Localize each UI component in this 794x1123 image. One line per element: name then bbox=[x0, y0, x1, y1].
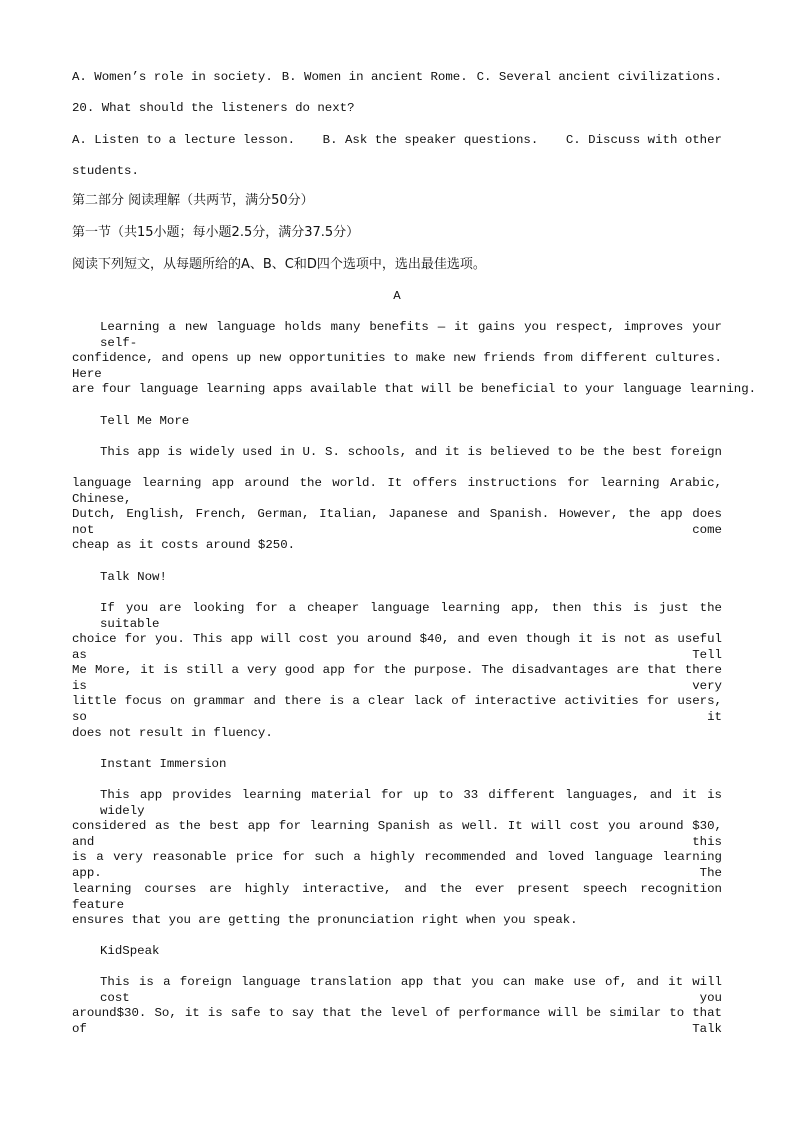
paragraph-line: This app provides learning material for up to 33 different languages, and it is widely bbox=[100, 788, 722, 818]
instructions: 阅读下列短文，从每题所给的A、B、C和D四个选项中，选出最佳选项。 bbox=[72, 257, 486, 272]
q19-options-row bbox=[72, 69, 722, 85]
paragraph-line: Me More, it is still a very good app for the purpose. The disadvantages are that there is very bbox=[72, 663, 722, 693]
q20-option-a: A. Listen to a lecture lesson. bbox=[72, 133, 296, 147]
app-heading: KidSpeak bbox=[100, 944, 160, 958]
intro-line: Learning a new language holds many benefits — it gains you respect, improves your self- bbox=[100, 320, 722, 350]
paragraph-line: ensures that you are getting the pronunciation right when you speak. bbox=[72, 913, 578, 927]
passage-label: A bbox=[393, 289, 401, 303]
q20-option-c-continued: students. bbox=[72, 164, 139, 178]
paragraph-line: learning courses are highly interactive, and the ever present speech recognition feature bbox=[72, 882, 722, 912]
app-heading: Tell Me More bbox=[100, 414, 190, 428]
subsection-title: 第一节（共15小题；每小题2.5分，满分37.5分） bbox=[72, 225, 360, 240]
paragraph-line: around$30. So, it is safe to say that the level of performance will be similar to that of Talk bbox=[72, 1006, 722, 1036]
paragraph-line: considered as the best app for learning Spanish as well. It will cost you around $30, and this bbox=[72, 819, 722, 849]
paragraph-line: does not result in fluency. bbox=[72, 726, 273, 740]
q20-option-b: B. Ask the speaker questions. bbox=[322, 133, 539, 147]
q19-option-c: C. Several ancient civilizations. bbox=[476, 70, 722, 84]
paragraph-line: This is a foreign language translation app that you can make use of, and it will cost you bbox=[100, 975, 722, 1005]
paragraph-line: language learning app around the world. It offers instructions for learning Arabic, Chinese, bbox=[72, 476, 722, 506]
intro-line: confidence, and opens up new opportunities to make new friends from different cultures. Here bbox=[72, 351, 722, 381]
intro-line: are four language learning apps available that will be beneficial to your language learning. bbox=[72, 382, 757, 396]
q20-option-c: C. Discuss with other bbox=[565, 133, 722, 147]
app-heading: Talk Now! bbox=[100, 570, 167, 584]
q19-option-a: A. Women’s role in society. bbox=[72, 70, 273, 84]
q19-option-b: B. Women in ancient Rome. bbox=[281, 70, 468, 84]
q20-options-row bbox=[72, 132, 722, 148]
paragraph-line: This app is widely used in U. S. schools, and it is believed to be the best foreign bbox=[100, 445, 722, 459]
part-title: 第二部分 阅读理解（共两节，满分50分） bbox=[72, 193, 314, 208]
paragraph-line: choice for you. This app will cost you around $40, and even though it is not as useful as Tell bbox=[72, 632, 722, 662]
app-heading: Instant Immersion bbox=[100, 757, 227, 771]
paragraph-line: is a very reasonable price for such a highly recommended and loved language learning app. The bbox=[72, 850, 722, 880]
q20-question: 20. What should the listeners do next? bbox=[72, 101, 355, 115]
paragraph-line: little focus on grammar and there is a clear lack of interactive activities for users, so it bbox=[72, 694, 722, 724]
paragraph-line: Dutch, English, French, German, Italian, Japanese and Spanish. However, the app does not come bbox=[72, 507, 722, 537]
paragraph-line: If you are looking for a cheaper language learning app, then this is just the suitable bbox=[100, 601, 722, 631]
paragraph-line: cheap as it costs around $250. bbox=[72, 538, 296, 552]
